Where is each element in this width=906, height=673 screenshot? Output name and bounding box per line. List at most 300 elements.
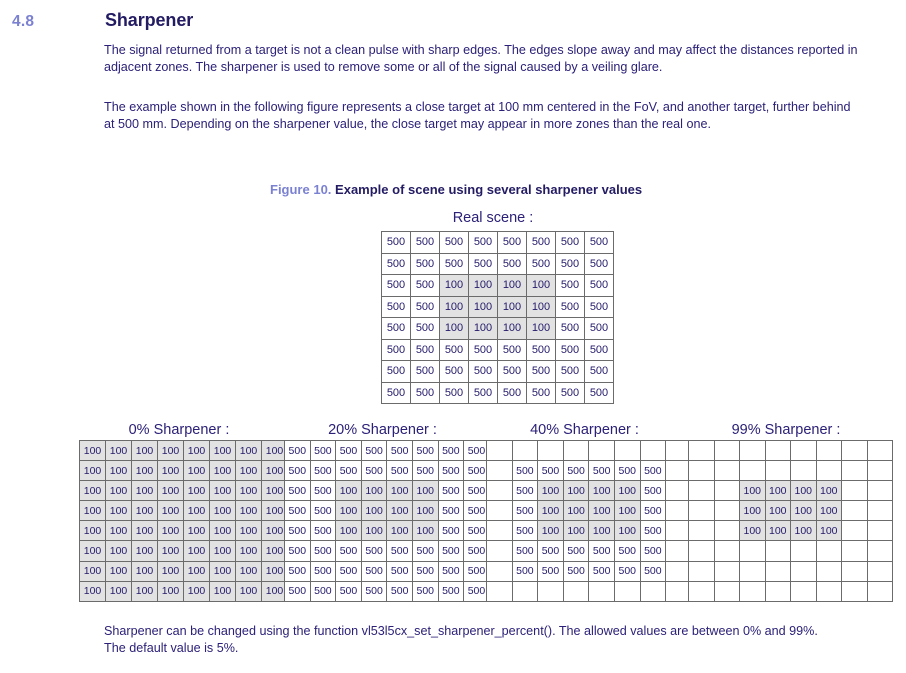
grid-cell: 500 xyxy=(440,339,469,361)
grid-cell: 100 xyxy=(80,521,106,541)
grid-cell xyxy=(563,581,589,601)
grid-cell: 500 xyxy=(512,501,538,521)
grid-cell xyxy=(791,581,817,601)
grid-cell: 500 xyxy=(464,481,490,501)
grid-cell: 100 xyxy=(440,275,469,297)
grid-cell: 100 xyxy=(132,581,158,601)
grid-cell: 100 xyxy=(80,581,106,601)
grid-cell: 100 xyxy=(589,521,615,541)
grid-cell: 100 xyxy=(184,461,210,481)
grid-row xyxy=(285,521,490,541)
grid-cell xyxy=(842,461,868,481)
grid-cell: 500 xyxy=(464,581,490,601)
grid-cell: 100 xyxy=(132,501,158,521)
grid-cell: 100 xyxy=(336,481,362,501)
grid-cell: 100 xyxy=(791,481,817,501)
grid-cell: 100 xyxy=(158,561,184,581)
grid-cell: 500 xyxy=(469,361,498,383)
grid-cell: 100 xyxy=(740,521,766,541)
grid-row xyxy=(285,481,490,501)
grid-row xyxy=(80,461,288,481)
grid-cell: 500 xyxy=(411,318,440,340)
grid-cell: 500 xyxy=(585,275,614,297)
grid-cell: 500 xyxy=(464,441,490,461)
grid-row xyxy=(689,501,893,521)
grid-cell: 100 xyxy=(80,501,106,521)
grid-title-sharpener-40: 40% Sharpener : xyxy=(530,422,639,438)
grid-cell xyxy=(816,461,842,481)
grid-row xyxy=(80,561,288,581)
page-title: Sharpener xyxy=(105,10,194,30)
grid-cell xyxy=(487,521,513,541)
grid-cell xyxy=(714,461,740,481)
grid-cell: 100 xyxy=(132,461,158,481)
grid-cell xyxy=(714,581,740,601)
grid-cell: 100 xyxy=(816,481,842,501)
grid-cell: 100 xyxy=(106,461,132,481)
grid-cell xyxy=(842,541,868,561)
grid-cell: 100 xyxy=(589,501,615,521)
grid-cell xyxy=(614,441,640,461)
grid-cell: 500 xyxy=(589,541,615,561)
grid-cell: 100 xyxy=(158,481,184,501)
grid-cell xyxy=(563,441,589,461)
grid-cell: 100 xyxy=(210,561,236,581)
grid-sharpener-0 xyxy=(79,440,288,602)
grid-cell: 100 xyxy=(262,541,288,561)
grid-cell: 100 xyxy=(589,481,615,501)
grid-sharpener-99 xyxy=(688,440,893,602)
grid-row xyxy=(382,361,614,383)
grid-row xyxy=(487,461,692,481)
grid-cell xyxy=(714,441,740,461)
grid-cell: 500 xyxy=(412,581,438,601)
grid-cell: 100 xyxy=(387,501,413,521)
grid-row xyxy=(689,541,893,561)
grid-sharpener-40 xyxy=(486,440,692,602)
grid-cell xyxy=(867,481,893,501)
grid-cell: 100 xyxy=(184,541,210,561)
figure-label: Figure 10. xyxy=(270,182,332,197)
grid-cell: 100 xyxy=(80,441,106,461)
grid-cell: 500 xyxy=(387,541,413,561)
grid-cell xyxy=(867,441,893,461)
grid-cell xyxy=(714,481,740,501)
grid-cell: 500 xyxy=(382,361,411,383)
grid-cell: 500 xyxy=(310,461,336,481)
grid-cell: 500 xyxy=(464,521,490,541)
grid-cell: 100 xyxy=(210,581,236,601)
grid-cell: 100 xyxy=(614,481,640,501)
grid-cell xyxy=(842,521,868,541)
grid-cell xyxy=(512,581,538,601)
grid-cell: 500 xyxy=(336,561,362,581)
grid-row xyxy=(285,581,490,601)
grid-cell: 500 xyxy=(556,382,585,404)
grid-cell xyxy=(842,581,868,601)
grid-cell: 100 xyxy=(527,296,556,318)
grid-row xyxy=(689,441,893,461)
grid-row xyxy=(689,521,893,541)
grid-cell xyxy=(714,521,740,541)
grid-cell: 500 xyxy=(614,561,640,581)
grid-cell xyxy=(867,541,893,561)
grid-cell xyxy=(714,541,740,561)
grid-row xyxy=(382,339,614,361)
grid-cell: 500 xyxy=(336,441,362,461)
grid-cell: 100 xyxy=(538,501,564,521)
grid-cell: 500 xyxy=(556,296,585,318)
grid-cell xyxy=(842,501,868,521)
grid-row xyxy=(285,561,490,581)
grid-cell: 500 xyxy=(640,521,666,541)
grid-cell: 100 xyxy=(361,501,387,521)
grid-cell xyxy=(867,521,893,541)
grid-cell: 500 xyxy=(585,318,614,340)
grid-cell: 500 xyxy=(640,481,666,501)
grid-cell: 500 xyxy=(614,541,640,561)
grid-cell: 500 xyxy=(310,581,336,601)
grid-cell: 500 xyxy=(285,461,311,481)
grid-cell: 500 xyxy=(640,541,666,561)
grid-cell: 500 xyxy=(411,253,440,275)
grid-cell: 500 xyxy=(411,382,440,404)
grid-cell xyxy=(765,441,791,461)
grid-cell: 500 xyxy=(387,441,413,461)
grid-cell: 100 xyxy=(527,275,556,297)
grid-cell: 100 xyxy=(210,501,236,521)
grid-cell: 100 xyxy=(158,441,184,461)
grid-cell: 500 xyxy=(387,581,413,601)
grid-row xyxy=(689,561,893,581)
grid-cell: 500 xyxy=(310,541,336,561)
grid-cell: 500 xyxy=(464,561,490,581)
grid-cell: 100 xyxy=(816,501,842,521)
grid-cell: 100 xyxy=(262,441,288,461)
grid-cell xyxy=(538,441,564,461)
grid-cell: 100 xyxy=(498,275,527,297)
grid-cell: 500 xyxy=(361,581,387,601)
grid-cell: 100 xyxy=(184,501,210,521)
grid-cell: 100 xyxy=(791,501,817,521)
grid-cell: 500 xyxy=(469,382,498,404)
grid-cell: 500 xyxy=(412,461,438,481)
grid-cell: 500 xyxy=(469,232,498,254)
grid-cell: 100 xyxy=(538,481,564,501)
grid-cell: 500 xyxy=(563,561,589,581)
grid-cell: 500 xyxy=(440,361,469,383)
grid-cell xyxy=(740,461,766,481)
grid-cell: 100 xyxy=(184,561,210,581)
grid-cell: 100 xyxy=(614,501,640,521)
grid-cell xyxy=(791,541,817,561)
grid-cell xyxy=(689,581,715,601)
grid-cell: 500 xyxy=(438,561,464,581)
section-heading xyxy=(0,10,906,40)
grid-cell: 100 xyxy=(336,521,362,541)
grid-row xyxy=(487,521,692,541)
grid-cell: 100 xyxy=(387,521,413,541)
grid-cell: 100 xyxy=(184,441,210,461)
grid-row xyxy=(382,253,614,275)
grid-cell: 500 xyxy=(527,253,556,275)
grid-cell xyxy=(487,481,513,501)
grid-row xyxy=(80,541,288,561)
grid-cell: 500 xyxy=(438,521,464,541)
grid-cell: 500 xyxy=(411,296,440,318)
grid-cell: 500 xyxy=(310,481,336,501)
grid-cell: 100 xyxy=(106,481,132,501)
grid-cell: 500 xyxy=(310,441,336,461)
grid-cell: 500 xyxy=(382,232,411,254)
grid-cell: 500 xyxy=(469,253,498,275)
grid-cell: 100 xyxy=(158,581,184,601)
grid-cell: 500 xyxy=(361,461,387,481)
section-number: 4.8 xyxy=(12,13,35,30)
grid-row xyxy=(487,501,692,521)
grid-cell xyxy=(842,481,868,501)
grid-title-real-scene: Real scene : xyxy=(452,210,534,226)
grid-cell xyxy=(867,581,893,601)
grid-cell xyxy=(867,561,893,581)
grid-cell: 100 xyxy=(765,501,791,521)
grid-cell xyxy=(765,461,791,481)
grid-cell: 100 xyxy=(412,481,438,501)
grid-cell: 500 xyxy=(512,481,538,501)
grid-cell xyxy=(640,441,666,461)
grid-cell xyxy=(689,481,715,501)
grid-row xyxy=(285,441,490,461)
grid-row xyxy=(487,581,692,601)
grid-cell: 500 xyxy=(538,461,564,481)
grid-cell: 500 xyxy=(336,541,362,561)
grid-cell: 100 xyxy=(132,561,158,581)
grid-cell: 100 xyxy=(158,501,184,521)
grid-cell: 100 xyxy=(210,461,236,481)
grid-cell: 500 xyxy=(387,561,413,581)
grid-cell: 100 xyxy=(440,296,469,318)
grid-cell: 100 xyxy=(236,581,262,601)
grid-cell xyxy=(487,461,513,481)
grid-row xyxy=(285,541,490,561)
grid-real-scene xyxy=(381,231,614,404)
grid-cell: 500 xyxy=(469,339,498,361)
grid-cell xyxy=(740,581,766,601)
grid-cell: 500 xyxy=(438,501,464,521)
grid-cell: 100 xyxy=(106,541,132,561)
grid-cell xyxy=(689,541,715,561)
grid-cell xyxy=(689,461,715,481)
grid-cell: 100 xyxy=(158,461,184,481)
grid-cell: 500 xyxy=(310,561,336,581)
grid-cell: 500 xyxy=(585,339,614,361)
grid-cell: 100 xyxy=(469,296,498,318)
grid-cell: 100 xyxy=(387,481,413,501)
grid-cell: 100 xyxy=(80,561,106,581)
grid-cell: 500 xyxy=(438,461,464,481)
grid-row xyxy=(487,561,692,581)
grid-cell xyxy=(791,441,817,461)
grid-cell: 500 xyxy=(498,382,527,404)
grid-cell: 100 xyxy=(498,318,527,340)
figure-title: Example of scene using several sharpener values xyxy=(335,182,643,197)
grid-cell: 500 xyxy=(585,382,614,404)
grid-cell: 500 xyxy=(285,541,311,561)
grid-cell: 100 xyxy=(469,275,498,297)
grid-cell: 100 xyxy=(765,481,791,501)
grid-cell xyxy=(689,561,715,581)
grid-cell: 500 xyxy=(527,361,556,383)
grid-cell: 100 xyxy=(106,501,132,521)
grid-cell: 500 xyxy=(285,581,311,601)
grid-cell: 100 xyxy=(132,521,158,541)
grid-cell: 100 xyxy=(236,561,262,581)
grid-cell: 100 xyxy=(236,481,262,501)
grid-cell: 500 xyxy=(527,339,556,361)
grid-cell: 100 xyxy=(236,501,262,521)
grid-cell xyxy=(487,581,513,601)
grid-cell: 500 xyxy=(512,561,538,581)
grid-cell: 100 xyxy=(236,521,262,541)
grid-cell: 500 xyxy=(285,561,311,581)
grid-cell: 100 xyxy=(412,521,438,541)
grid-cell: 100 xyxy=(236,461,262,481)
grid-cell xyxy=(689,521,715,541)
grid-row xyxy=(487,541,692,561)
grid-cell: 100 xyxy=(106,521,132,541)
grid-row xyxy=(689,581,893,601)
grid-cell: 500 xyxy=(538,541,564,561)
grid-cell: 100 xyxy=(538,521,564,541)
grid-cell: 100 xyxy=(80,541,106,561)
grid-cell: 100 xyxy=(816,521,842,541)
grid-cell: 100 xyxy=(132,441,158,461)
grid-row xyxy=(285,501,490,521)
grid-cell xyxy=(640,581,666,601)
grid-row xyxy=(382,382,614,404)
grid-cell: 500 xyxy=(336,581,362,601)
grid-row xyxy=(80,481,288,501)
grid-cell: 500 xyxy=(585,253,614,275)
grid-cell: 500 xyxy=(585,361,614,383)
grid-row xyxy=(285,461,490,481)
grid-cell: 500 xyxy=(640,501,666,521)
grid-cell: 100 xyxy=(563,501,589,521)
grid-cell: 500 xyxy=(412,541,438,561)
grid-cell: 100 xyxy=(361,481,387,501)
grid-cell: 100 xyxy=(184,521,210,541)
grid-cell: 500 xyxy=(438,481,464,501)
grid-cell: 500 xyxy=(382,318,411,340)
grid-cell: 500 xyxy=(285,521,311,541)
grid-cell: 100 xyxy=(80,461,106,481)
grid-cell: 500 xyxy=(556,318,585,340)
grid-sharpener-20 xyxy=(284,440,490,602)
grid-cell: 100 xyxy=(236,541,262,561)
grid-row xyxy=(80,501,288,521)
grid-cell: 500 xyxy=(382,382,411,404)
grid-cell xyxy=(538,581,564,601)
grid-cell xyxy=(487,561,513,581)
grid-cell: 100 xyxy=(262,461,288,481)
grid-cell xyxy=(816,441,842,461)
grid-cell: 100 xyxy=(527,318,556,340)
grid-cell: 100 xyxy=(158,541,184,561)
grid-cell: 500 xyxy=(527,232,556,254)
grid-cell: 500 xyxy=(411,361,440,383)
grid-cell: 100 xyxy=(210,481,236,501)
grid-cell xyxy=(487,441,513,461)
grid-cell: 100 xyxy=(132,541,158,561)
grid-cell: 100 xyxy=(563,521,589,541)
grid-cell: 500 xyxy=(527,382,556,404)
grid-cell xyxy=(487,541,513,561)
grid-cell: 500 xyxy=(556,253,585,275)
grid-cell: 500 xyxy=(411,275,440,297)
grid-cell: 500 xyxy=(464,501,490,521)
grid-title-sharpener-0: 0% Sharpener : xyxy=(128,422,230,438)
grid-row xyxy=(382,296,614,318)
grid-cell xyxy=(765,541,791,561)
grid-cell: 100 xyxy=(563,481,589,501)
grid-cell: 500 xyxy=(438,541,464,561)
grid-cell: 100 xyxy=(262,501,288,521)
grid-cell: 100 xyxy=(210,541,236,561)
grid-cell xyxy=(842,561,868,581)
grid-cell: 100 xyxy=(740,501,766,521)
grid-cell: 100 xyxy=(158,521,184,541)
grid-cell xyxy=(867,461,893,481)
grid-cell: 100 xyxy=(262,561,288,581)
grid-cell xyxy=(714,561,740,581)
grid-cell xyxy=(765,581,791,601)
grid-cell xyxy=(867,501,893,521)
grid-cell: 500 xyxy=(498,361,527,383)
grid-cell xyxy=(512,441,538,461)
grid-cell: 100 xyxy=(80,481,106,501)
figure-caption xyxy=(270,182,642,197)
grid-cell: 100 xyxy=(440,318,469,340)
grid-cell: 500 xyxy=(412,441,438,461)
grid-cell xyxy=(740,441,766,461)
grid-cell: 500 xyxy=(589,561,615,581)
grid-cell: 100 xyxy=(740,481,766,501)
grid-cell: 500 xyxy=(285,501,311,521)
grid-cell: 100 xyxy=(210,441,236,461)
grid-row xyxy=(487,441,692,461)
grid-cell xyxy=(589,581,615,601)
grid-title-sharpener-20: 20% Sharpener : xyxy=(328,422,437,438)
grid-cell: 500 xyxy=(589,461,615,481)
paragraph-example-description: The example shown in the following figure represents a close target at 100 mm centered in the FoV, and another target, further behind at 500 mm. Depending on the sharpener value, the close target may appear in more zones than the real one. xyxy=(104,100,851,132)
grid-cell xyxy=(689,441,715,461)
grid-cell xyxy=(740,541,766,561)
grid-cell xyxy=(765,561,791,581)
grid-cell: 500 xyxy=(361,441,387,461)
grid-cell: 500 xyxy=(382,296,411,318)
grid-cell: 500 xyxy=(498,339,527,361)
grid-row xyxy=(487,481,692,501)
grid-cell: 500 xyxy=(412,561,438,581)
grid-cell xyxy=(487,501,513,521)
grid-cell xyxy=(842,441,868,461)
grid-cell: 100 xyxy=(262,521,288,541)
grid-cell: 500 xyxy=(585,232,614,254)
grid-row xyxy=(80,581,288,601)
grid-row xyxy=(382,275,614,297)
grid-cell: 500 xyxy=(556,232,585,254)
grid-cell: 500 xyxy=(285,481,311,501)
